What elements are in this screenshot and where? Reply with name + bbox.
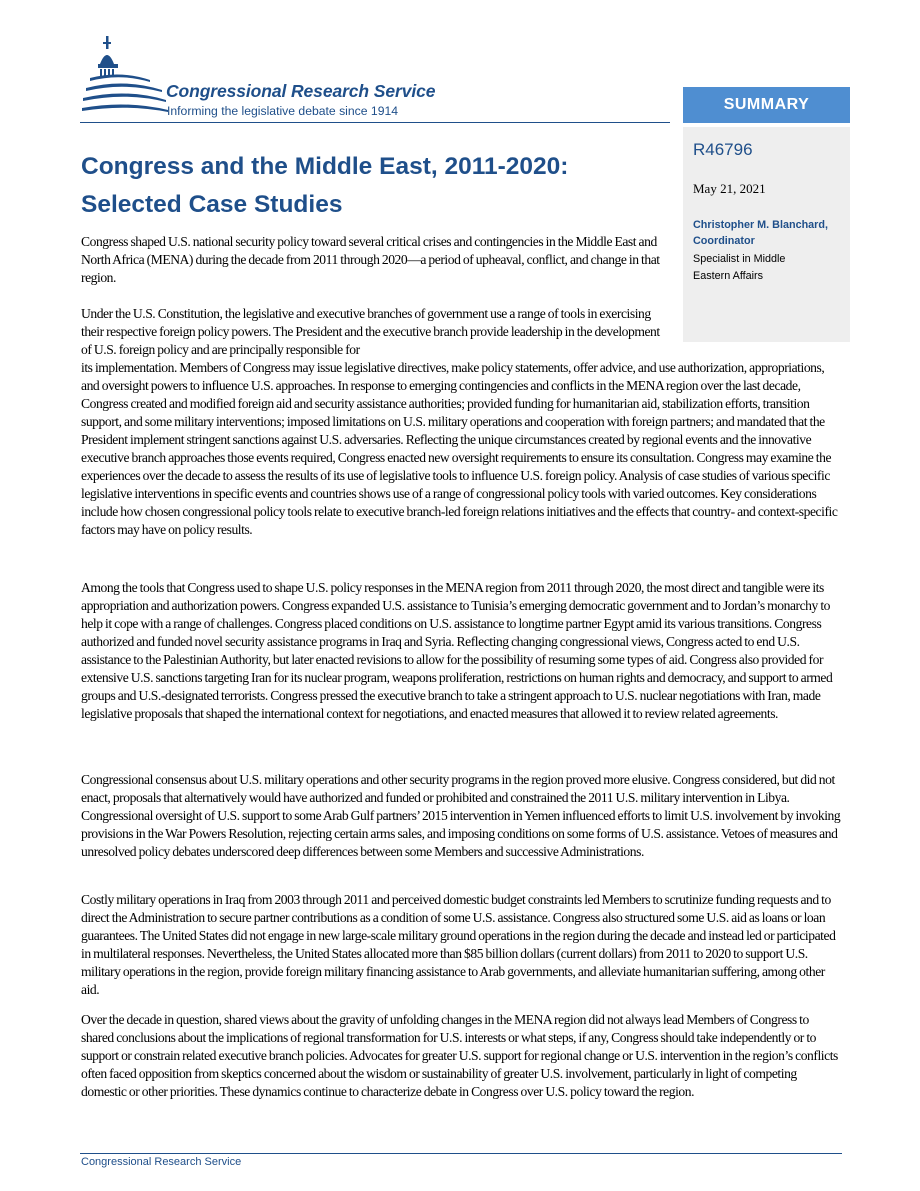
summary-heading: SUMMARY — [683, 87, 850, 123]
report-info-box — [683, 127, 850, 342]
page-title — [81, 148, 661, 224]
title-line-2: Selected Case Studies — [81, 191, 343, 218]
paragraph-constitution-cont: its implementation. Members of Congress may issue legislative directives, make policy statements, offer advice, and use authorization, appropriations, and oversight powers to influence U.S. approaches. In response to emerging contingencies and conflicts in the MENA region over the last decade, Congress created and modified foreign aid and security assistance authorities; provided funding for humanitarian aid, stabilization efforts, transition support, and some military interventions; imposed limitations on U.S. military operations and cooperation with foreign partners; and mandated that the President implement stringent sanctions against U.S. adversaries. Reflecting the unique circumstances created by regional events and the innovative executive branch approaches those events required, Congress enacted new oversight requirements to ensure its consultation. Congress may examine the experiences over the decade to assess the results of its use of legislative tools to influence U.S. foreign policy. Analysis of case studies of various specific legislative interventions in specific events and countries shows use of a range of congressional policy tools with varied outcomes. Key considerations include how chosen congressional policy tools relate to executive branch-led foreign relations initiatives and the effects that country- and context-specific factors may have on policy results. — [81, 360, 838, 537]
paragraph-tools: Among the tools that Congress used to shape U.S. policy responses in the MENA region from 2011 through 2020, the most direct and tangible were its appropriation and authorization powers. Congress expanded U.S. assistance to Tunisia’s emerging democratic government and to Jordan’s monarchy to help it cope with a range of challenges. Congress placed conditions on U.S. assistance to longtime partner Egypt amid its various transitions. Congress authorized and funded novel security assistance programs in Iraq and Syria. Reflecting changing congressional views, Congress acted to end U.S. assistance to the Palestinian Authority, but later enacted revisions to allow for the possibility of resuming some types of aid. Congress also provided for extensive U.S. sanctions targeting Iran for its nuclear program, weapons proliferation, restrictions on human rights and democracy, and support to armed groups and U.S.-designated terrorists. Congress pressed the executive branch to take a stringent approach to U.S. nuclear negotiations with Iran, made legislative proposals that shaped the international context for negotiations, and enacted measures that allowed it to review related agreements. — [81, 580, 833, 721]
footer-divider — [80, 1153, 842, 1154]
org-tagline: Informing the legislative debate since 1914 — [167, 104, 399, 118]
header-divider — [80, 122, 670, 123]
author-role: Specialist in Middle Eastern Affairs — [693, 253, 786, 282]
paragraph-costs: Costly military operations in Iraq from 2003 through 2011 and perceived domestic budget constraints led Members to scrutinize funding requests and to direct the Administration to secure partner contributions as a condition of some U.S. assistance. Congress also structured some U.S. aid as loans or loan guarantees. The United States did not engage in new large-scale military ground operations in the region during the decade and instead led or participated in multilateral responses. Nevertheless, the United States allocated more than $85 billion dollars (current dollars) from 2011 to 2020 to support U.S. military operations in the region, provide foreign military financing assistance to Arab governments, and alleviate humanitarian suffering, among other aid. — [81, 892, 836, 997]
paragraph-shared-views: Over the decade in question, shared views about the gravity of unfolding changes in the MENA region did not always lead Members of Congress to shared conclusions about the implications of regional transformation for U.S. interests or what steps, if any, Congress should take independently or to support or constrain related executive branch policies. Advocates for greater U.S. support for regional change or U.S. intervention in the region’s conflicts often faced opposition from skeptics concerned about the wisdom or sustainability of greater U.S. involvement, particularly in light of competing domestic or other priorities. These dynamics continue to characterize debate in Congress over U.S. policy toward the region. — [81, 1012, 838, 1099]
crs-logo — [80, 34, 480, 124]
paragraph-military: Congressional consensus about U.S. military operations and other security programs in the region proved more elusive. Congress considered, but did not enact, proposals that alternatively would have authorized and funded or prohibited and constrained the 2011 U.S. military intervention in Libya. Congressional oversight of U.S. support to some Arab Gulf partners’ 2015 intervention in Yemen influenced efforts to limit U.S. involvement by invoking provisions in the War Powers Resolution, rejecting certain arms sales, and imposing conditions on some forms of U.S. assistance. Vetoes of measures and unresolved policy debates underscored deep differences between some Members and successive Administrations. — [81, 772, 841, 859]
capitol-dome-icon — [80, 34, 170, 124]
paragraph-constitution-start: Under the U.S. Constitution, the legislative and executive branches of government use a range of tools in exercising their respective foreign policy powers. The President and the executive branch provide leadership in the development of U.S. foreign policy and are principally responsible for — [81, 306, 660, 357]
report-date: May 21, 2021 — [693, 181, 766, 196]
org-name: Congressional Research Service — [166, 81, 436, 101]
paragraph-intro: Congress shaped U.S. national security policy toward several critical crises and contingencies in the Middle East and North Africa (MENA) during the decade from 2011 through 2020—a period of upheaval, conflict, and change in that region. — [81, 234, 660, 285]
title-line-1: Congress and the Middle East, 2011-2020: — [81, 153, 569, 180]
report-number[interactable]: R46796 — [693, 140, 753, 159]
footer-text: Congressional Research Service — [81, 1156, 242, 1168]
author-name[interactable]: Christopher M. Blanchard, Coordinator — [693, 219, 828, 247]
